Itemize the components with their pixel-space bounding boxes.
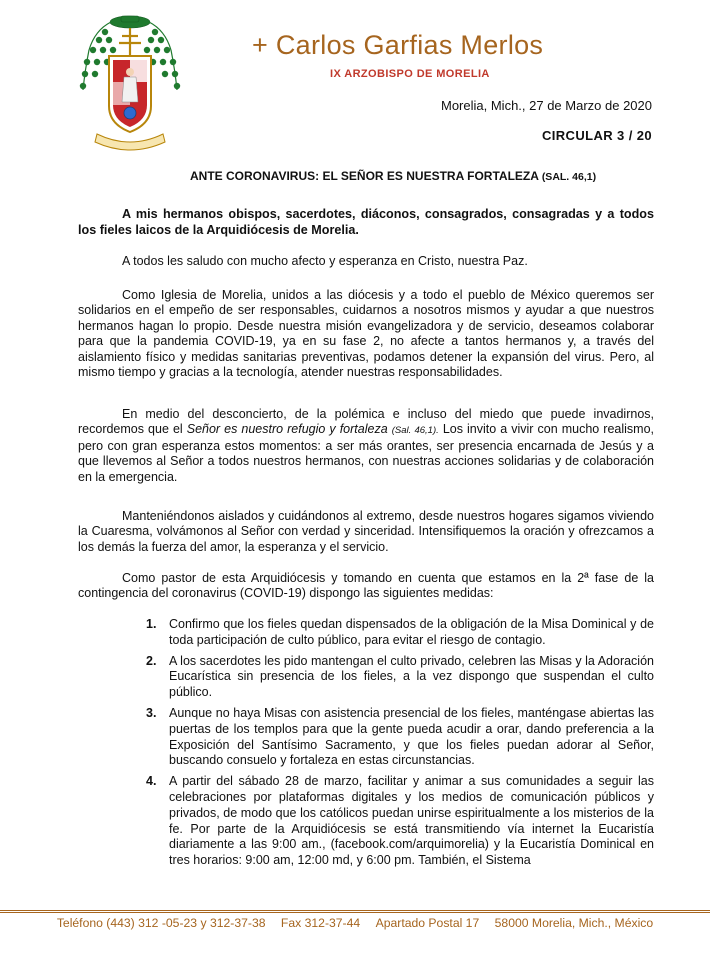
measures-list: [146, 617, 654, 874]
list-item: [146, 774, 654, 869]
place-date: Morelia, Mich., 27 de Marzo de 2020: [441, 98, 652, 113]
paragraph-4: Como pastor de esta Arquidiócesis y tomando en cuenta que estamos en la 2ª fase de la contingencia del coronavirus (COVID-19) dispongo las siguientes medidas:: [78, 571, 654, 601]
list-item-number: 1.: [146, 617, 157, 631]
list-item-text: A partir del sábado 28 de marzo, facilitar y animar a sus comunidades a seguir las celebraciones por plataformas digitales y los medios de comunicación públicos y privados, de modo que los católicos puedan unirse espiritualmente a los misterios de la fe. Por parte de la Arquidiócesis se está transmitiendo vía internet la Eucaristía diariamente a las 9:00 am., (facebook.com/arquimorelia) y la Eucaristía Dominical en tres horarios: 9:00 am, 12:00 md, y 6:00 pm. También, el Sistema: [169, 774, 654, 868]
subject-text: ANTE CORONAVIRUS: EL SEÑOR ES NUESTRA FORTALEZA: [190, 169, 539, 183]
list-item-text: A los sacerdotes les pido mantengan el culto privado, celebren las Misas y la Adoración Eucarística sin presencia de los fieles, a la vez dispongo que suspendan el culto público.: [169, 653, 654, 700]
list-item-number: 4.: [146, 774, 157, 789]
list-item-number: 3.: [146, 705, 157, 720]
paragraph-2-before: En medio del desconcierto, de la polémica e incluso del miedo que puede invadirnos, recordemos que el: [78, 407, 654, 437]
coat-of-arms-icon: [75, 10, 185, 158]
addressee: A mis hermanos obispos, sacerdotes, diáconos, consagrados, consagradas y a todos los fieles laicos de la Arquidiócesis de Morelia.: [78, 207, 654, 237]
greeting: A todos les saludo con mucho afecto y esperanza en Cristo, nuestra Paz.: [122, 254, 528, 268]
archbishop-name: + Carlos Garfias Merlos: [252, 30, 544, 60]
circular-number: CIRCULAR 3 / 20: [541, 128, 652, 143]
list-item: [146, 706, 654, 769]
footer-divider: [0, 910, 710, 913]
footer-address: 58000 Morelia, Mich., México: [494, 916, 654, 930]
list-item: [146, 617, 654, 649]
footer-fax: Fax 312-37-44: [280, 916, 361, 930]
footer: [0, 916, 710, 930]
list-item-number: 2.: [146, 653, 157, 668]
paragraph-2: [78, 407, 654, 485]
subject-title: [190, 169, 630, 183]
list-item: [146, 654, 654, 701]
paragraph-2-quote: Señor es nuestro refugio y fortaleza: [186, 422, 388, 437]
footer-phone: Teléfono (443) 312 -05-23 y 312-37-38: [56, 916, 266, 930]
subject-reference: (SAL. 46,1): [541, 171, 597, 183]
archbishop-title: IX ARZOBISPO DE MORELIA: [330, 68, 490, 80]
footer-po-box: Apartado Postal 17: [375, 916, 480, 930]
list-item-text: Aunque no haya Misas con asistencia presencial de los fieles, manténgase abiertas las puertas de los templos para que la gente pueda acudir a orar, dando preferencia a la Exposición del Santísimo Sacramento, y que los fieles puedan adorar al Señor, buscando consuelo y fortaleza en estas circunstancias.: [169, 705, 654, 768]
paragraph-2-after: Los invito a vivir con mucho realismo, pero con gran esperanza estos momentos: a ser más orantes, ser presencia encarnada de Jesús y a que llevemos al Señor a todos nuestros hermanos, con nuestras acciones solidarias y de colaboración en la emergencia.: [78, 422, 654, 484]
paragraph-2-reference: (Sal. 46,1).: [391, 425, 439, 437]
list-item-text: Confirmo que los fieles quedan dispensados de la obligación de la Misa Dominical y de toda participación de culto público, para evitar el riesgo de contagio.: [169, 617, 654, 647]
paragraph-3: Manteniéndonos aislados y cuidándonos al extremo, desde nuestros hogares sigamos viviendo la Cuaresma, volvámonos al Señor con verdad y sinceridad. Intensifiquemos la oración y ofrezcamos a los demás la fuerza del amor, la esperanza y el servicio.: [78, 509, 654, 554]
paragraph-1: Como Iglesia de Morelia, unidos a las diócesis y a todo el pueblo de México queremos ser solidarios en el empeño de ser responsables, cuidarnos a nosotros mismos y ayudar a que nuestros hermanos hagan lo propio. Desde nuestra misión evangelizadora y de servicio, deseamos colaborar para que la pandemia COVID-19, ya en su fase 2, no afecte a tantos hermanos y, a través del aislamiento físico y medidas sanitarias preventivas, podamos detener la expansión del virus. Pero, al mismo tiempo y gracias a la tecnología, atender nuestras responsabilidades.: [78, 288, 654, 380]
